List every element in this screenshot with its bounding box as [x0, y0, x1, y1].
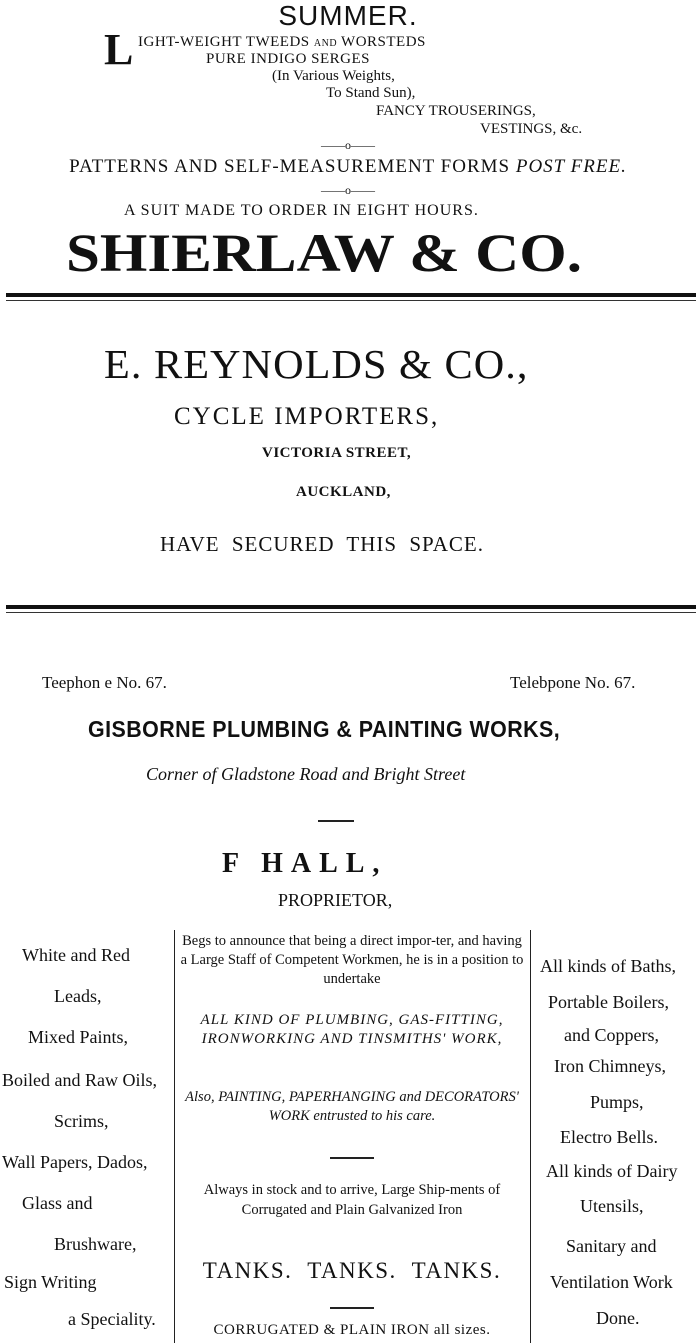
tweeds-text: IGHT-WEIGHT TWEEDS	[138, 34, 310, 50]
section-divider-2	[6, 605, 696, 609]
plumbing-address: Corner of Gladstone Road and Bright Street	[146, 764, 466, 784]
right-item-7: All kinds of Dairy	[546, 1161, 678, 1181]
separator-1: ——o——	[321, 138, 375, 152]
left-item-2: Leads,	[54, 986, 102, 1006]
left-item-7: Glass and	[22, 1193, 93, 1213]
separator-2: ——o——	[321, 183, 375, 197]
reynolds-trade: CYCLE IMPORTERS,	[174, 403, 440, 430]
reynolds-street: VICTORIA STREET,	[262, 445, 412, 461]
reynolds-name: E. REYNOLDS & CO.,	[104, 341, 529, 387]
column-divider-left	[174, 930, 175, 1343]
column-divider-right	[530, 930, 531, 1343]
center-announce: Begs to announce that being a direct impor-ter, and having a Large Staff of Competent Workmen, he is in a position to undertake	[180, 933, 524, 987]
right-item-1: All kinds of Baths,	[540, 956, 677, 976]
right-item-4: Iron Chimneys,	[554, 1056, 666, 1076]
proprietor-label: PROPRIETOR,	[278, 890, 393, 910]
proprietor-name: F HALL,	[222, 848, 388, 879]
right-item-11: Done.	[596, 1308, 640, 1328]
left-item-9: Sign Writing	[4, 1272, 97, 1292]
center-plumbing-work: ALL KIND OF PLUMBING, GAS-FITTING, IRONWORKING AND TINSMITHS' WORK,	[200, 1012, 504, 1047]
patterns-text: PATTERNS AND SELF-MEASUREMENT FORMS	[69, 156, 511, 177]
suit-line: A SUIT MADE TO ORDER IN EIGHT HOURS.	[124, 202, 479, 219]
post-free-text: POST FREE.	[515, 156, 627, 177]
left-item-4: Boiled and Raw Oils,	[2, 1070, 157, 1090]
plumbing-title: GISBORNE PLUMBING & PAINTING WORKS,	[88, 716, 561, 742]
short-rule-2	[330, 1157, 374, 1159]
tweeds-end: WORSTEDS	[341, 34, 426, 50]
drop-cap: L	[104, 25, 134, 74]
left-item-3: Mixed Paints,	[28, 1027, 129, 1047]
right-item-9: Sanitary and	[566, 1236, 657, 1256]
left-item-1: White and Red	[22, 945, 130, 965]
shierlaw-name: SHIERLAW & CO.	[66, 223, 582, 283]
right-item-3: and Coppers,	[564, 1025, 659, 1045]
trouserings-line: FANCY TROUSERINGS,	[376, 103, 536, 119]
reynolds-space: HAVE SECURED THIS SPACE.	[160, 532, 485, 556]
weights-line: (In Various Weights,	[272, 68, 395, 84]
vestings-line: VESTINGS, &c.	[480, 121, 583, 137]
serges-line: PURE INDIGO SERGES	[206, 51, 371, 67]
section-divider-1b	[6, 300, 696, 301]
phone-right: Telebpone No. 67.	[510, 673, 636, 692]
short-rule-1	[318, 820, 354, 822]
section-divider-2b	[6, 612, 696, 613]
right-item-5: Pumps,	[590, 1092, 644, 1112]
center-stock: Always in stock and to arrive, Large Ship-ments of Corrugated and Plain Galvanized Iron	[203, 1182, 501, 1218]
right-item-10: Ventilation Work	[550, 1272, 673, 1292]
center-tanks: TANKS. TANKS. TANKS.	[202, 1258, 502, 1283]
season-heading: SUMMER.	[278, 0, 418, 31]
right-item-6: Electro Bells.	[560, 1127, 658, 1147]
left-item-6: Wall Papers, Dados,	[2, 1152, 148, 1172]
left-item-5: Scrims,	[54, 1111, 109, 1131]
center-bottom: CORRUGATED & PLAIN IRON all sizes.	[213, 1322, 491, 1338]
short-rule-3	[330, 1307, 374, 1309]
left-item-10: a Speciality.	[68, 1309, 156, 1329]
reynolds-city: AUCKLAND,	[296, 484, 391, 500]
right-item-8: Utensils,	[580, 1196, 644, 1216]
tweeds-line	[138, 34, 426, 51]
left-item-8: Brushware,	[54, 1234, 137, 1254]
right-item-2: Portable Boilers,	[548, 992, 669, 1012]
section-divider-1	[6, 293, 696, 297]
sun-line: To Stand Sun),	[326, 85, 416, 101]
phone-left: Teephon e No. 67.	[42, 673, 167, 692]
center-painting: Also, PAINTING, PAPERHANGING and DECORATORS' WORK entrusted to his care.	[185, 1089, 519, 1124]
patterns-line	[0, 156, 696, 178]
tweeds-and: AND	[313, 38, 338, 49]
